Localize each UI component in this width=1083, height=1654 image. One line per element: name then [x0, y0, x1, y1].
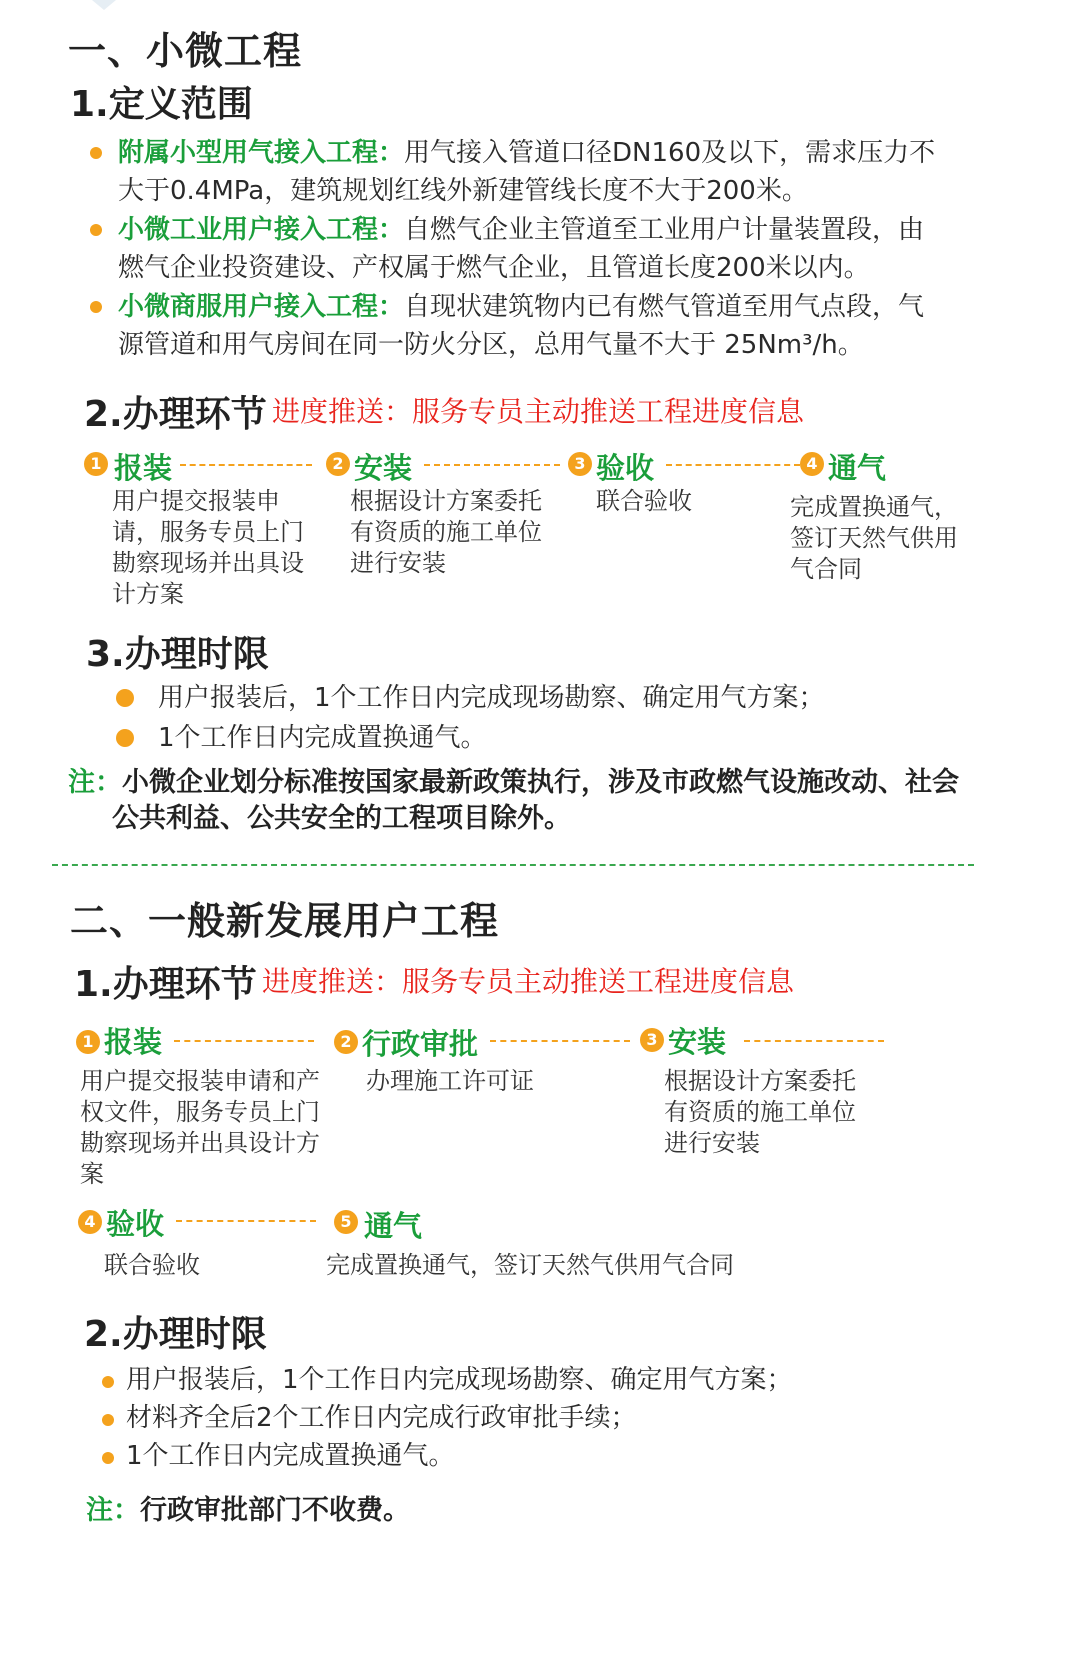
- note-label: 注：: [68, 767, 122, 798]
- step-title: 行政审批: [362, 1027, 479, 1061]
- scope-heading: 1.定义范围: [70, 84, 253, 125]
- step-desc: 联合验收: [596, 487, 692, 515]
- process-heading: 2.办理环节: [84, 394, 267, 435]
- step-number-icon: 5: [334, 1210, 358, 1234]
- bullet-icon: [116, 689, 134, 707]
- step-desc: 用户提交报装申请和产权文件，服务专员上门勘察现场并出具设计方案: [80, 1067, 320, 1188]
- section2-title: 二、一般新发展用户工程: [70, 898, 500, 943]
- bullet-icon: [102, 1414, 114, 1426]
- scope-item-2: [118, 210, 924, 250]
- scope-item-text: 用气接入管道口径DN160及以下，需求压力不: [404, 138, 936, 168]
- limit-heading: 2.办理时限: [84, 1314, 267, 1355]
- step-title: 报装: [114, 451, 173, 485]
- progress-push-note: 进度推送：服务专员主动推送工程进度信息: [272, 395, 805, 428]
- limit-item: 1个工作日内完成置换通气。: [158, 723, 487, 753]
- scope-item-text: 自现状建筑物内已有燃气管道至用气点段，气: [404, 292, 925, 322]
- scope-item-text: 自燃气企业主管道至工业用户计量装置段，由: [404, 215, 925, 245]
- note-text: 小微企业划分标准按国家最新政策执行，涉及市政燃气设施改动、社会: [122, 767, 959, 798]
- step-desc: 办理施工许可证: [366, 1067, 534, 1095]
- top-decoration: [92, 0, 116, 10]
- scope-item-label: 小微工业用户接入工程：: [118, 215, 405, 245]
- progress-push-note: 进度推送：服务专员主动推送工程进度信息: [262, 965, 795, 998]
- step-title: 通气: [828, 451, 887, 485]
- note-label: 注：: [86, 1495, 140, 1526]
- scope-item-2-line2: 燃气企业投资建设、产权属于燃气企业，且管道长度200米以内。: [118, 253, 870, 283]
- step-desc: 完成置换通气，签订天然气供用气合同: [326, 1251, 734, 1279]
- step-number-icon: 1: [84, 452, 108, 476]
- bullet-icon: [102, 1376, 114, 1388]
- step-title: 安装: [354, 451, 413, 485]
- step-number-icon: 3: [640, 1028, 664, 1052]
- step-connector: [666, 464, 800, 466]
- section1-title: 一、小微工程: [68, 28, 303, 73]
- step-number-icon: 2: [334, 1030, 358, 1054]
- step-number-icon: 4: [78, 1210, 102, 1234]
- scope-item-3: [118, 287, 924, 327]
- step-desc: 根据设计方案委托有资质的施工单位进行安装: [350, 487, 542, 577]
- step-connector: [174, 1040, 314, 1042]
- limit-item: 1个工作日内完成置换通气。: [126, 1441, 455, 1471]
- step-title: 安装: [668, 1025, 727, 1059]
- note-text: 行政审批部门不收费。: [140, 1495, 410, 1526]
- bullet-icon: [90, 147, 102, 159]
- step-connector: [180, 464, 312, 466]
- scope-item-1: [118, 133, 935, 173]
- process-heading: 1.办理环节: [74, 964, 257, 1005]
- scope-item-label: 附属小型用气接入工程：: [118, 138, 405, 168]
- step-desc: 用户提交报装申请，服务专员上门勘察现场并出具设计方案: [112, 487, 304, 608]
- section-divider: [52, 864, 974, 866]
- scope-item-3-line2: 源管道和用气房间在同一防火分区，总用气量不大于 25Nm³/h。: [118, 330, 864, 360]
- step-title: 验收: [596, 451, 655, 485]
- step-desc: 根据设计方案委托有资质的施工单位进行安装: [664, 1067, 856, 1157]
- limit-item: 用户报装后，1个工作日内完成现场勘察、确定用气方案；: [126, 1365, 793, 1395]
- step-desc: 完成置换通气，签订天然气供用气合同: [790, 493, 958, 583]
- step-title: 通气: [364, 1209, 423, 1243]
- limit-item: 材料齐全后2个工作日内完成行政审批手续；: [126, 1403, 637, 1433]
- step-number-icon: 3: [568, 452, 592, 476]
- note: [68, 764, 959, 802]
- note-line2: 公共利益、公共安全的工程项目除外。: [112, 803, 571, 834]
- step-connector: [744, 1040, 884, 1042]
- note: [86, 1492, 410, 1530]
- bullet-icon: [90, 301, 102, 313]
- scope-item-label: 小微商服用户接入工程：: [118, 292, 405, 322]
- step-connector: [424, 464, 560, 466]
- limit-item: 用户报装后，1个工作日内完成现场勘察、确定用气方案；: [158, 683, 825, 713]
- step-number-icon: 2: [326, 452, 350, 476]
- step-connector: [490, 1040, 630, 1042]
- step-connector: [176, 1220, 316, 1222]
- step-title: 报装: [104, 1025, 163, 1059]
- step-number-icon: 1: [76, 1030, 100, 1054]
- step-title: 验收: [106, 1207, 165, 1241]
- bullet-icon: [116, 729, 134, 747]
- limit-heading: 3.办理时限: [86, 634, 269, 675]
- scope-item-1-line2: 大于0.4MPa，建筑规划红线外新建管线长度不大于200米。: [118, 176, 808, 206]
- step-desc: 联合验收: [104, 1251, 200, 1279]
- bullet-icon: [102, 1452, 114, 1464]
- step-number-icon: 4: [800, 452, 824, 476]
- bullet-icon: [90, 224, 102, 236]
